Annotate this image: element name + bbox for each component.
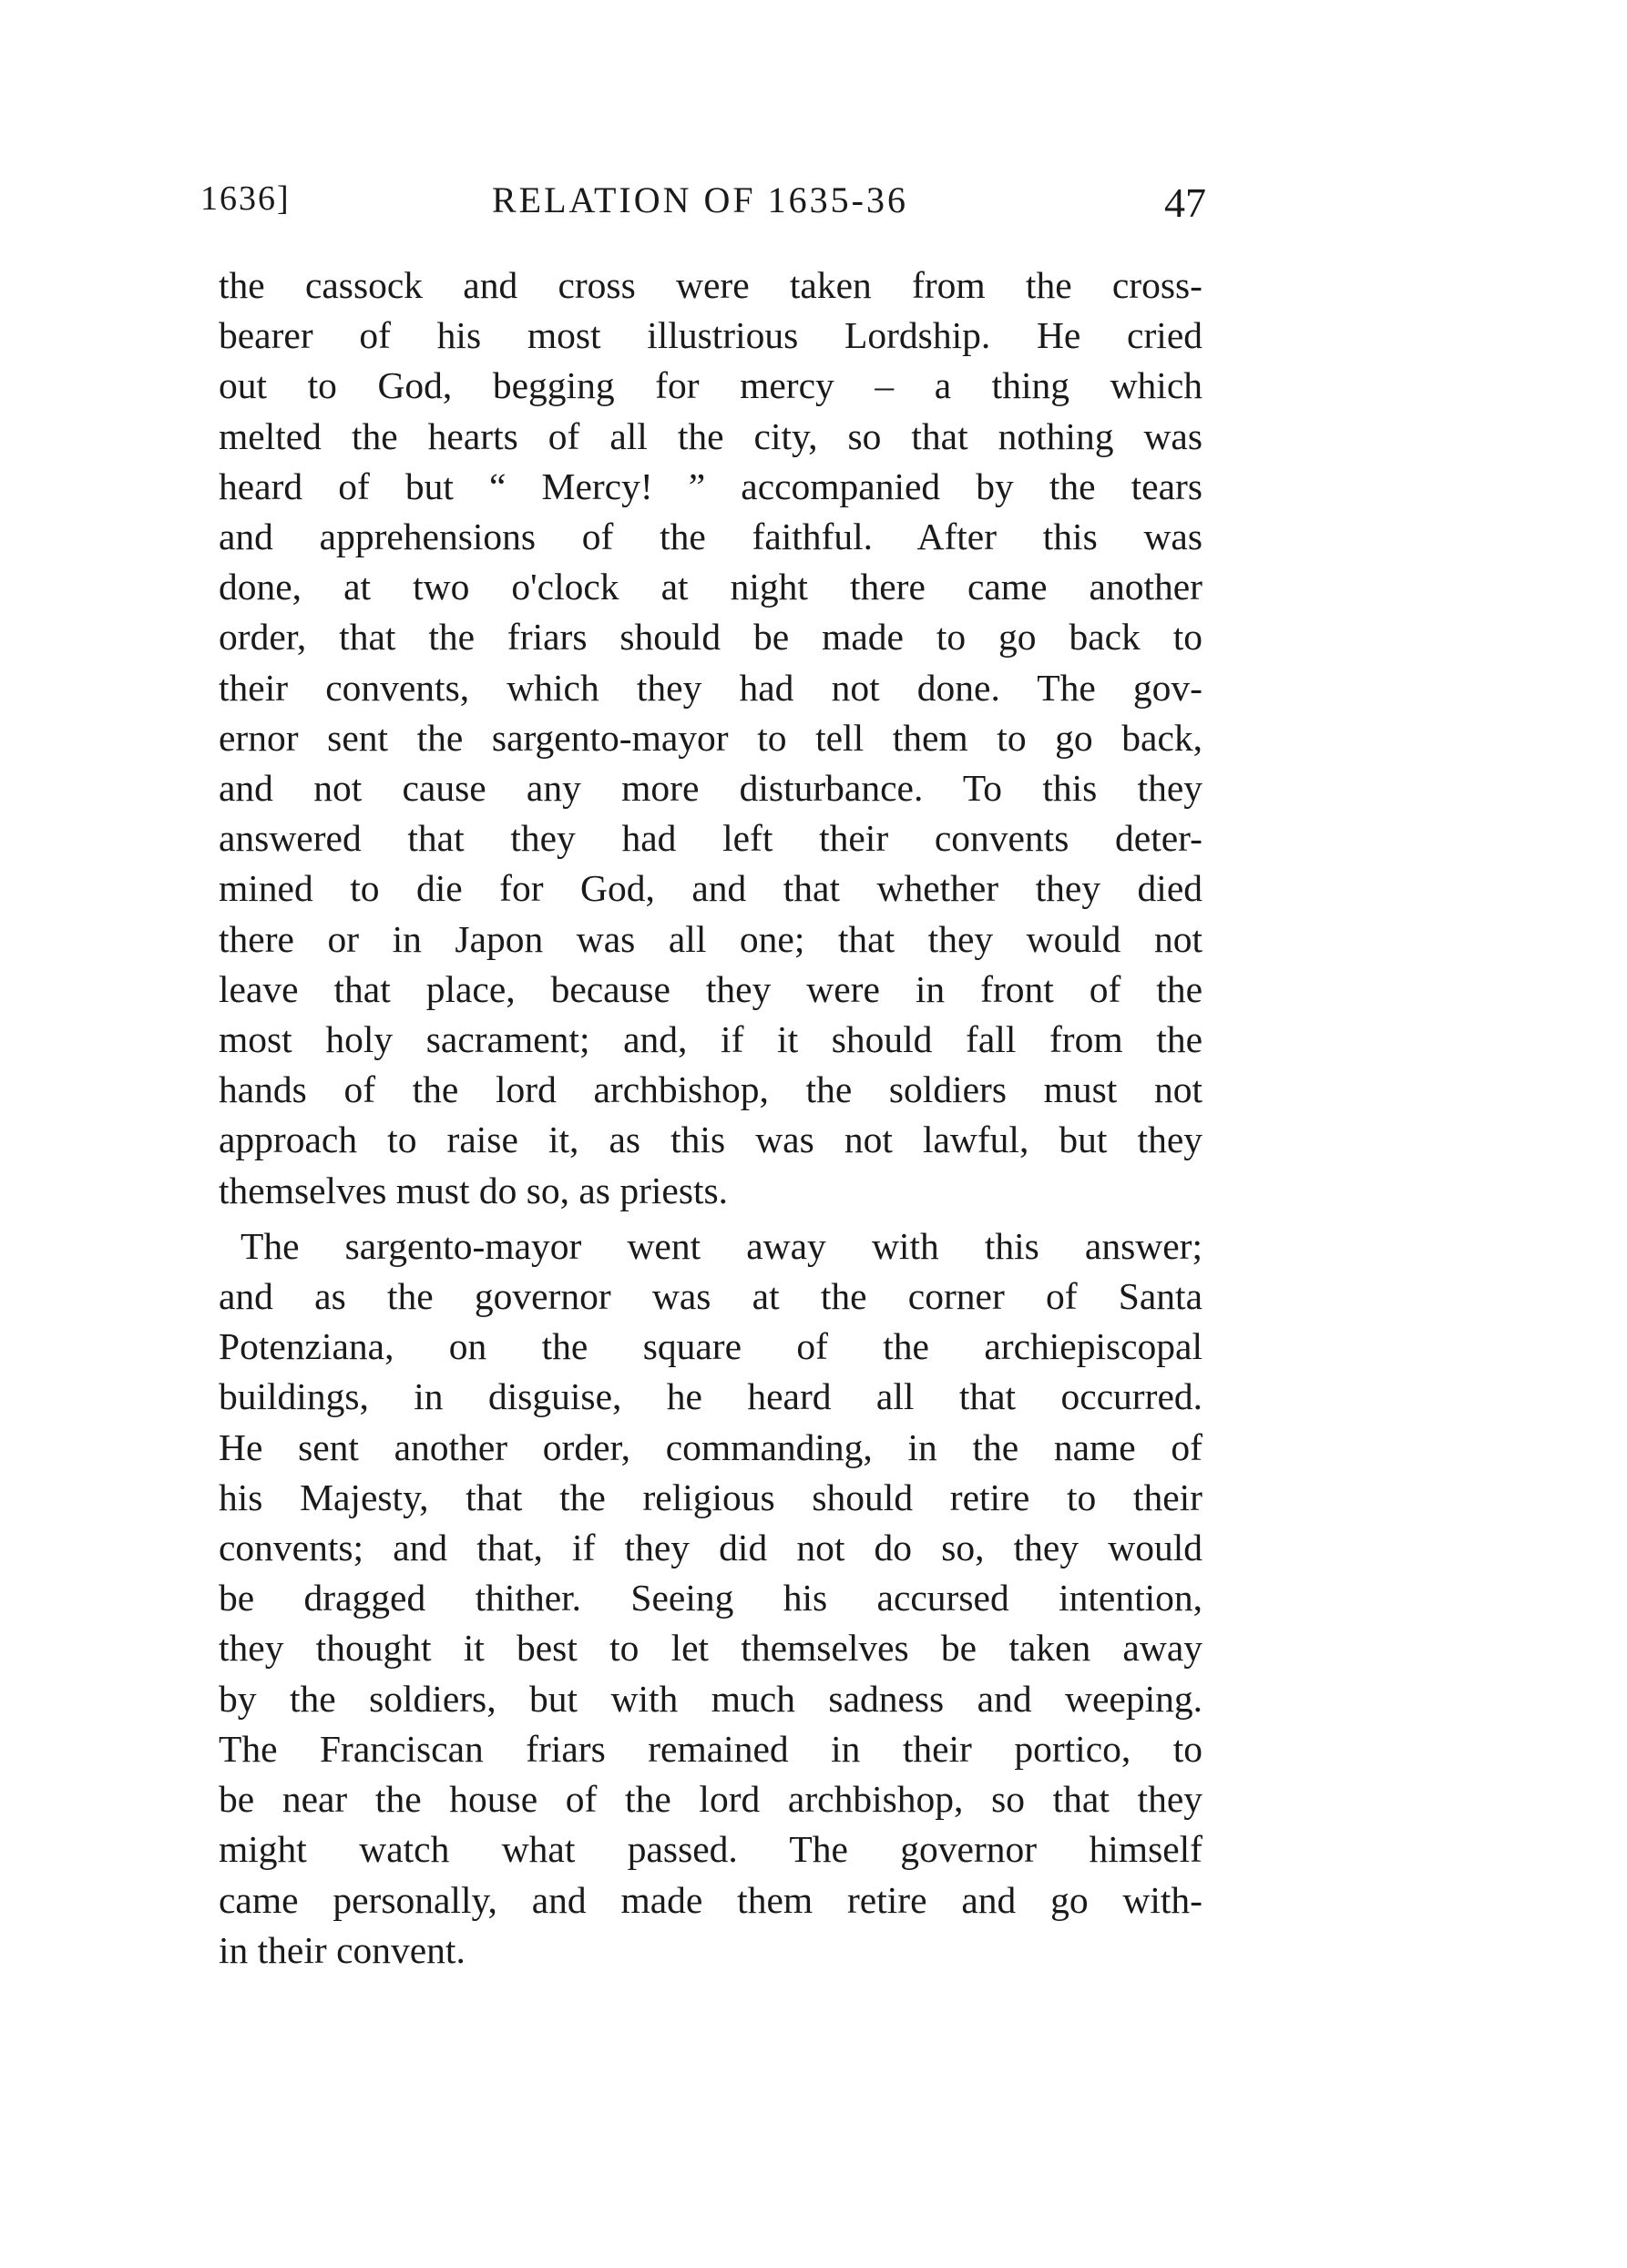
text-line: heard of but “ Mercy! ” accompanied by the tears — [219, 465, 1202, 507]
text-line: out to God, begging for mercy – a thing which — [219, 364, 1202, 407]
text-line: their convents, which they had not done. The gov- — [219, 666, 1202, 709]
text-line: by the soldiers, but with much sadness and weeping. — [219, 1677, 1202, 1720]
text-line: bearer of his most illustrious Lordship. He cried — [219, 314, 1202, 357]
text-line: leave that place, because they were in front of the — [219, 967, 1202, 1010]
text-line: might watch what passed. The governor himself — [219, 1828, 1202, 1871]
text-line: be near the house of the lord archbishop, so that they — [219, 1778, 1202, 1821]
text-line: came personally, and made them retire and go with- — [219, 1878, 1202, 1921]
paragraph-2 — [219, 1221, 1202, 1976]
page-body — [219, 261, 1202, 1976]
text-line: in their convent. — [219, 1928, 466, 1971]
text-line: most holy sacrament; and, if it should fall from the — [219, 1018, 1202, 1061]
text-line: approach to raise it, as this was not lawful, but they — [219, 1119, 1202, 1161]
text-line: answered that they had left their convents deter- — [219, 817, 1202, 860]
text-line: melted the hearts of all the city, so that nothing was — [219, 414, 1202, 457]
text-line: ernor sent the sargento-mayor to tell them to go back, — [219, 716, 1202, 759]
text-line: Potenziana, on the square of the archiepiscopal — [219, 1325, 1202, 1368]
running-header — [200, 179, 1206, 233]
header-year: 1636] — [200, 179, 291, 218]
text-line: his Majesty, that the religious should retire to their — [219, 1476, 1202, 1518]
header-title: RELATION OF 1635-36 — [492, 179, 908, 220]
text-line: themselves must do so, as priests. — [219, 1169, 729, 1211]
text-line: and as the governor was at the corner of Santa — [219, 1275, 1202, 1318]
text-line: done, at two o'clock at night there came another — [219, 566, 1202, 608]
text-line: there or in Japon was all one; that they would not — [219, 917, 1202, 960]
text-line: mined to die for God, and that whether they died — [219, 867, 1202, 910]
text-line: The Franciscan friars remained in their portico, to — [219, 1727, 1202, 1770]
text-line: they thought it best to let themselves be taken away — [219, 1627, 1202, 1670]
text-line: and apprehensions of the faithful. After this was — [219, 516, 1202, 558]
paragraph-1 — [219, 261, 1202, 1216]
text-line: and not cause any more disturbance. To this they — [219, 767, 1202, 810]
page-number: 47 — [1164, 179, 1206, 226]
text-line: He sent another order, commanding, in the name of — [219, 1425, 1202, 1468]
text-line: hands of the lord archbishop, the soldiers must not — [219, 1068, 1202, 1111]
text-line: convents; and that, if they did not do so, they would — [219, 1527, 1202, 1569]
text-line: the cassock and cross were taken from the cross- — [219, 264, 1202, 306]
text-line: order, that the friars should be made to go back to — [219, 616, 1202, 659]
text-line: The sargento-mayor went away with this answer; — [240, 1224, 1202, 1267]
text-line: be dragged thither. Seeing his accursed intention, — [219, 1577, 1202, 1619]
text-line: buildings, in disguise, he heard all that occurred. — [219, 1375, 1202, 1418]
